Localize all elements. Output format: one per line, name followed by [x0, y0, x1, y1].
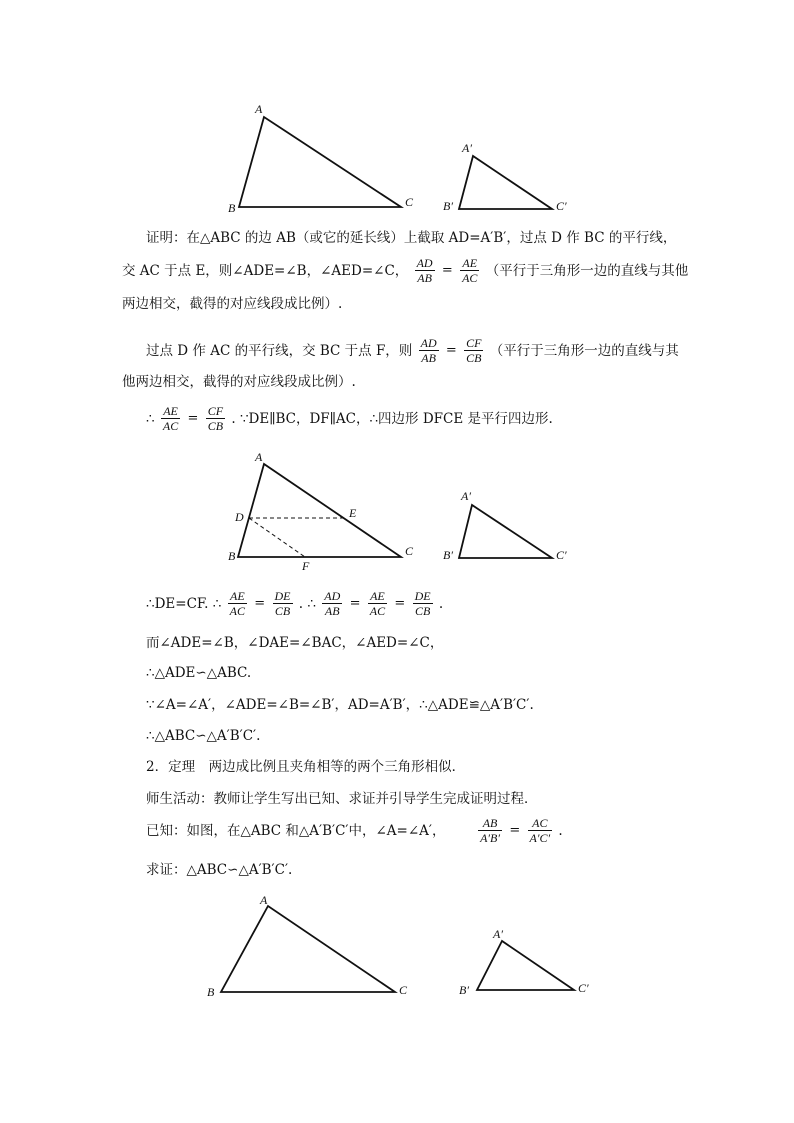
equals-sign: =: [254, 595, 266, 611]
label-c: C: [405, 195, 414, 209]
label-c-prime: C′: [578, 981, 589, 995]
triangle-abc-prime: [477, 941, 574, 990]
activity-line: 师生活动：教师让学生写出已知、求证并引导学生完成证明过程．: [146, 791, 538, 807]
label-b-prime: B′: [443, 548, 453, 562]
label-b-prime: B′: [459, 983, 469, 997]
equals-sign: =: [509, 822, 521, 838]
fraction-cf-cb: $\frac{CF}{CB}$: [466, 336, 482, 365]
text-line: 他两边相交，截得的对应线段成比例）.: [122, 374, 356, 390]
fraction-ad-ab: $\frac{AD}{AB}$: [420, 336, 437, 365]
text-segment: .: [438, 595, 444, 612]
proof-line-6: ∴△ADE∽△ABC.: [146, 665, 252, 681]
fraction-ae-ac: $\frac{AE}{AC}$: [162, 404, 179, 433]
label-a: A: [260, 893, 268, 907]
label-d: D: [235, 510, 244, 524]
prove-line: 求证：△ABC∽△A′B′C′.: [146, 862, 293, 878]
label-a-prime: A′: [493, 927, 503, 941]
equals-sign: =: [349, 595, 361, 611]
proof-line-5: 而∠ADE=∠B，∠DAE=∠BAC，∠AED=∠C，: [146, 635, 444, 651]
fraction-ac-a-prime-c-prime: $\frac{AC}{A'C'}$: [529, 816, 551, 845]
label-a: A: [255, 450, 263, 464]
fraction-ad-ab: $\frac{AD}{AB}$: [324, 589, 341, 618]
equals-sign: =: [187, 410, 199, 426]
fraction-de-cb: $\frac{DE}{CB}$: [414, 589, 431, 618]
fraction-ae-ac: $\frac{AE}{AC}$: [369, 589, 386, 618]
proof-line-8: ∴△ABC∽△A′B′C′.: [146, 728, 261, 744]
label-c: C: [405, 544, 414, 558]
label-b: B: [228, 549, 236, 563]
label-a-prime: A′: [461, 489, 471, 503]
fraction-ae-ac: $\frac{AE}{AC}$: [229, 589, 245, 618]
theorem-line: 2．定理 两边成比例且夹角相等的两个三角形相似．: [146, 759, 466, 775]
label-c-prime: C′: [556, 199, 567, 213]
therefore-symbol: ∴: [146, 410, 155, 427]
equals-sign: =: [441, 262, 453, 278]
proof-line-7: ∵∠A=∠A′，∠ADE=∠B=∠B′，AD=A′B′，∴△ADE≌△A′B′C′.: [146, 697, 534, 713]
equals-sign: =: [445, 342, 457, 358]
label-e: E: [349, 506, 357, 520]
text-segment: 交 AC 于点 E，则∠ADE=∠B，∠AED=∠C，: [122, 262, 409, 279]
label-c-prime: C′: [556, 548, 567, 562]
fraction-ab-a-prime-b-prime: $\frac{AB}{A'B'}$: [480, 816, 501, 845]
fraction-de-cb: $\frac{DE}{CB}$: [274, 589, 291, 618]
text-line: 两边相交，截得的对应线段成比例）.: [122, 296, 343, 312]
fraction-ad-ab: $\frac{AD}{AB}$: [416, 256, 433, 285]
label-f: F: [302, 559, 310, 573]
label-b-prime: B′: [443, 199, 453, 213]
text-segment: （平行于三角形一边的直线与其他: [485, 262, 689, 279]
text-line: 证明：在△ABC 的边 AB（或它的延长线）上截取 AD=A′B′，过点 D 作 BC 的平行线，: [146, 230, 677, 246]
label-a: A: [255, 102, 263, 116]
triangle-abc: [221, 906, 395, 992]
label-b: B: [228, 201, 236, 215]
fraction-cf-cb: $\frac{CF}{CB}$: [207, 404, 224, 433]
text-segment: ∴DE=CF. ∴: [146, 595, 222, 612]
label-b: B: [207, 985, 215, 999]
text-segment: （平行于三角形一边的直线与其: [489, 342, 679, 359]
text-segment: 已知：如图，在△ABC 和△A′B′C′中，∠A=∠A′，: [146, 822, 446, 839]
label-a-prime: A′: [462, 141, 472, 155]
text-segment: 过点 D 作 AC 的平行线，交 BC 于点 F，则: [146, 342, 413, 359]
text-segment: . ∵DE∥BC，DF∥AC，∴四边形 DFCE 是平行四边形.: [231, 410, 553, 427]
text-segment: .: [558, 822, 563, 839]
equals-sign: =: [394, 595, 406, 611]
label-c: C: [399, 983, 408, 997]
fraction-ae-ac: $\frac{AE}{AC}$: [462, 256, 478, 285]
text-segment: . ∴: [298, 595, 316, 612]
